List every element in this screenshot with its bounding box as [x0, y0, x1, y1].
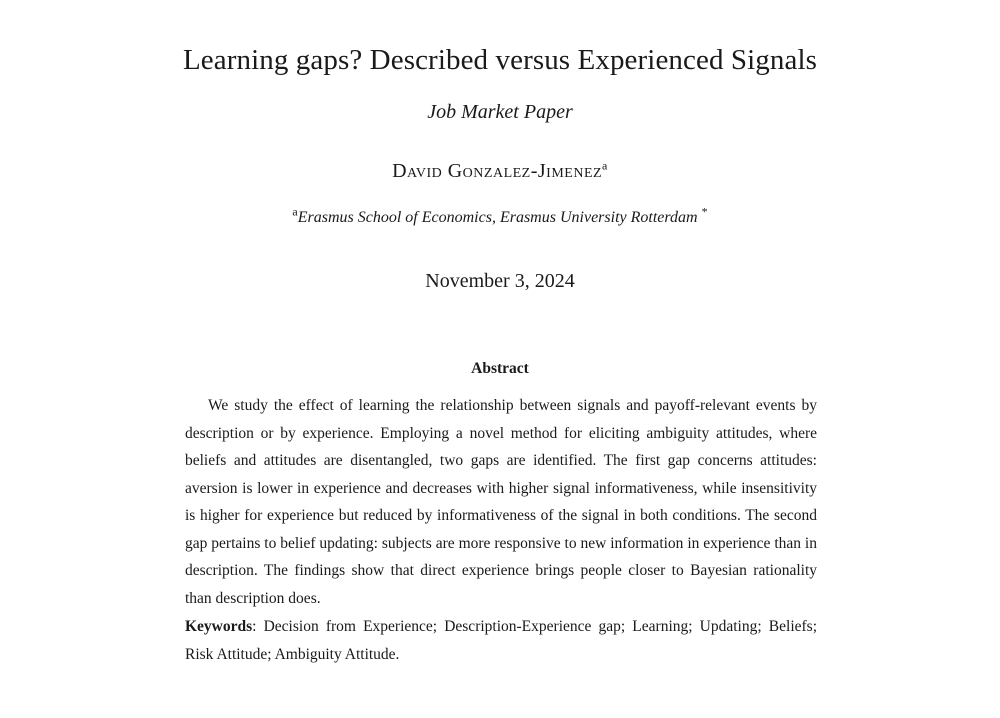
footnote-marker: * [701, 204, 708, 219]
paper-date: November 3, 2024 [425, 270, 575, 292]
abstract-body: We study the effect of learning the relationship between signals and payoff-relevant events by description or by experience. Employing a novel method for eliciting ambiguity attitudes, where beliefs and attitudes are disentangled, two gaps are identified. The first gap concerns attitudes: aversion is lower in experience and decreases with higher signal informativeness, while insensitivity is higher for experience but reduced by informativeness of the signal in both conditions. The second gap pertains to belief updating: subjects are more responsive to new information in experience than in description. The findings show that direct experience brings people closer to Bayesian rationality than description does. [185, 397, 817, 607]
affiliation-marker: a [292, 204, 298, 219]
affiliation-line [0, 204, 1000, 227]
keywords-label: Keywords [185, 618, 253, 635]
author-affiliation-marker: a [602, 158, 608, 173]
affiliation-text: Erasmus School of Economics, Erasmus University Rotterdam [297, 209, 698, 226]
paper-title: Learning gaps? Described versus Experienced Signals [182, 44, 818, 76]
keywords-paragraph [185, 613, 817, 668]
keywords-text: Decision from Experience; Description-Experience gap; Learning; Updating; Beliefs; Risk Attitude; Ambiguity Attitude. [185, 618, 818, 663]
keywords-separator: : [252, 618, 264, 635]
paper-subtitle: Job Market Paper [427, 101, 573, 123]
author-name: David Gonzalez-Jimenez [392, 160, 603, 182]
abstract-heading: Abstract [471, 360, 529, 377]
author-line [0, 160, 1000, 183]
